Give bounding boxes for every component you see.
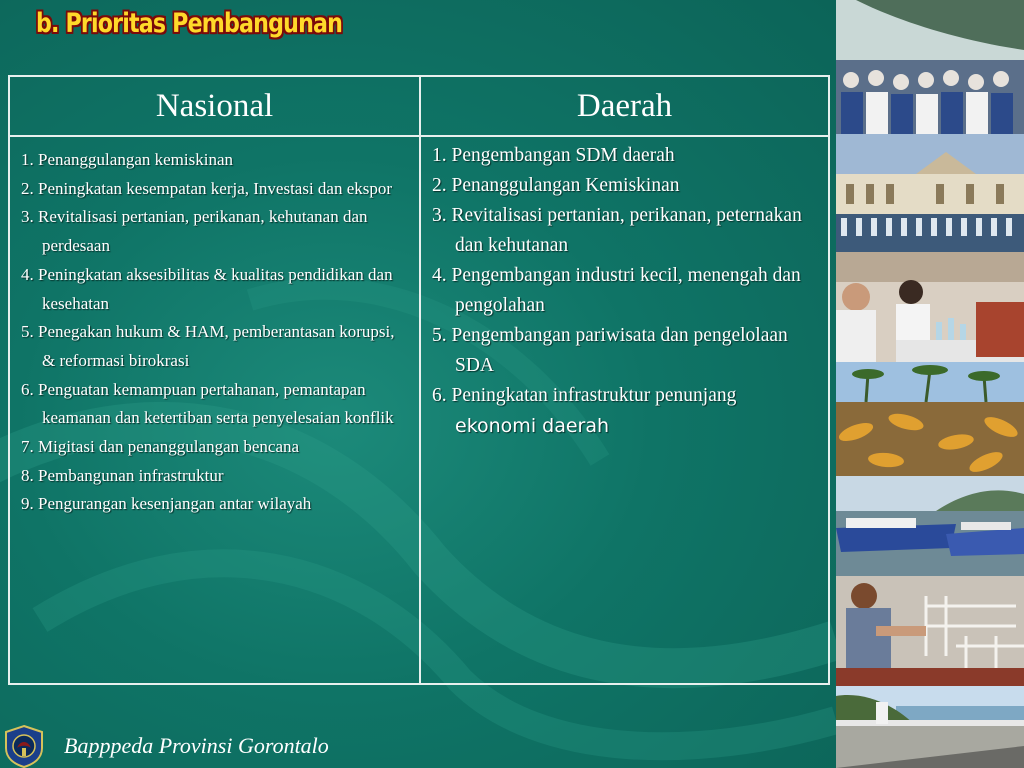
furniture-workshop-photo [836,576,1024,686]
government-building-photo [836,134,1024,252]
list-item: 6. Penguatan kemampuan pertahanan, pemantapan keamanan dan ketertiban serta penyelesaian konflik [21,379,394,428]
gorontalo-emblem-logo [2,724,46,768]
slide-title: b. Prioritas Pembangunan [36,8,343,39]
crowd-photo [836,0,1024,134]
nasional-list [11,138,418,519]
list-item: 2. Peningkatan kesempatan kerja, Investasi dan ekspor [21,178,393,198]
list-item: 3. Revitalisasi pertanian, perikanan, peternakan dan kehutanan [432,205,802,256]
footer-text: Bapppeda Provinsi Gorontalo [64,733,329,758]
coastal-road-photo [836,686,1024,768]
list-item: 5. Pengembangan pariwisata dan pengelolaan SDA [432,325,788,376]
priorities-table [8,75,830,685]
table-body-row [9,136,829,684]
daerah-list [422,138,827,442]
corn-harvest-photo [836,362,1024,476]
list-item: 4. Pengembangan industri kecil, menengah dan pengolahan [432,265,801,316]
list-item: 3. Revitalisasi pertanian, perikanan, kehutanan dan perdesaan [21,207,368,256]
list-item: 2. Penanggulangan Kemiskinan [432,175,680,196]
list-item-text: 6. Peningkatan infrastruktur penunjang [432,385,737,406]
list-item: 8. Pembangunan infrastruktur [21,465,224,485]
list-item: 9. Pengurangan kesenjangan antar wilayah [21,494,312,514]
nasional-cell [9,136,420,684]
table-header-row [9,76,829,136]
list-item-last [432,381,817,442]
fishing-boats-photo [836,476,1024,576]
laboratory-photo [836,252,1024,362]
list-item: 7. Migitasi dan penanggulangan bencana [21,437,300,457]
header-daerah: Daerah [420,76,829,136]
list-item: 5. Penegakan hukum & HAM, pemberantasan korupsi, & reformasi birokrasi [21,322,395,370]
list-item-emphasis: ekonomi daerah [455,415,610,437]
list-item: 1. Penanggulangan kemiskinan [21,150,233,169]
photo-strip [836,0,1024,768]
header-nasional: Nasional [9,76,420,136]
list-item: 4. Peningkatan aksesibilitas & kualitas pendidikan dan kesehatan [21,264,393,313]
daerah-cell [420,136,829,684]
list-item: 1. Pengembangan SDM daerah [432,145,675,166]
